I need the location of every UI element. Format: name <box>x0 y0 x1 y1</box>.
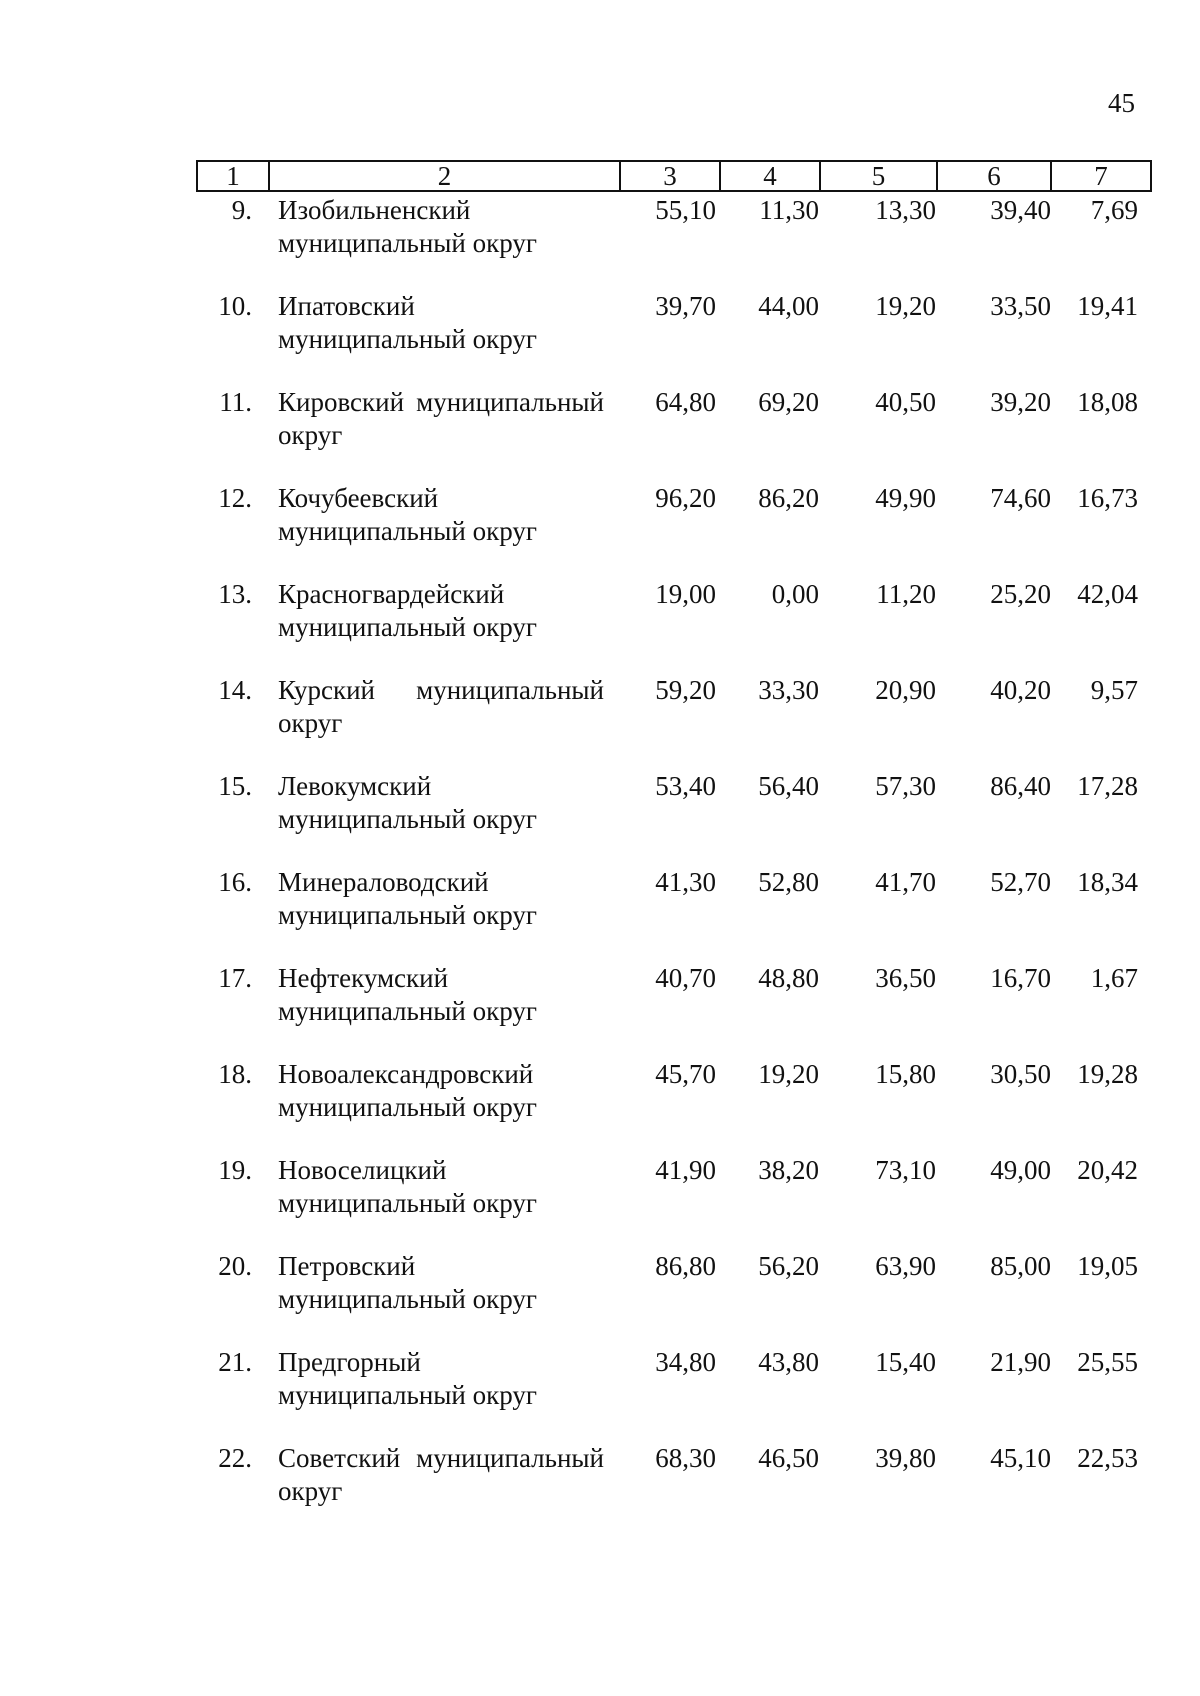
value-col-6: 30,50 <box>990 1059 1051 1089</box>
table-row <box>196 384 1150 480</box>
value-col-5: 49,90 <box>875 483 936 513</box>
table-row <box>196 192 1150 288</box>
row-number: 13. <box>218 579 252 609</box>
district-name: Предгорный муниципальный округ <box>278 1347 537 1410</box>
value-col-4: 56,20 <box>758 1251 819 1281</box>
table-row <box>196 672 1150 768</box>
value-col-4: 38,20 <box>758 1155 819 1185</box>
page-number: 45 <box>1108 88 1135 118</box>
table-body <box>196 192 1150 1536</box>
value-col-5: 39,80 <box>875 1443 936 1473</box>
value-col-7: 19,05 <box>1077 1251 1138 1281</box>
value-col-3: 64,80 <box>655 387 716 417</box>
value-col-5: 41,70 <box>875 867 936 897</box>
table-row <box>196 1440 1150 1536</box>
value-col-6: 25,20 <box>990 579 1051 609</box>
value-col-7: 22,53 <box>1077 1443 1138 1473</box>
value-col-4: 69,20 <box>758 387 819 417</box>
value-col-6: 45,10 <box>990 1443 1051 1473</box>
header-row <box>197 161 1151 191</box>
row-number: 21. <box>218 1347 252 1377</box>
value-col-7: 20,42 <box>1077 1155 1138 1185</box>
row-number: 10. <box>218 291 252 321</box>
value-col-3: 19,00 <box>655 579 716 609</box>
value-col-7: 7,69 <box>1090 195 1138 225</box>
row-number: 22. <box>218 1443 252 1473</box>
district-name: Советский муниципальный округ <box>278 1443 604 1506</box>
table-row <box>196 1152 1150 1248</box>
value-col-3: 34,80 <box>655 1347 716 1377</box>
value-col-6: 49,00 <box>990 1155 1051 1185</box>
row-number: 19. <box>218 1155 252 1185</box>
district-name: Курский муниципальный округ <box>278 675 604 738</box>
value-col-6: 21,90 <box>990 1347 1051 1377</box>
value-col-7: 19,41 <box>1077 291 1138 321</box>
value-col-3: 86,80 <box>655 1251 716 1281</box>
value-col-4: 11,30 <box>759 195 819 225</box>
table-row <box>196 288 1150 384</box>
row-number: 16. <box>218 867 252 897</box>
value-col-6: 39,20 <box>990 387 1051 417</box>
value-col-5: 11,20 <box>876 579 936 609</box>
row-number: 12. <box>218 483 252 513</box>
row-number: 9. <box>231 195 252 225</box>
row-number: 18. <box>218 1059 252 1089</box>
value-col-4: 48,80 <box>758 963 819 993</box>
value-col-5: 15,40 <box>875 1347 936 1377</box>
value-col-4: 52,80 <box>758 867 819 897</box>
table-row <box>196 864 1150 960</box>
district-name: Новоселицкий муниципальный округ <box>278 1155 537 1218</box>
value-col-3: 40,70 <box>655 963 716 993</box>
value-col-3: 39,70 <box>655 291 716 321</box>
value-col-4: 46,50 <box>758 1443 819 1473</box>
value-col-5: 63,90 <box>875 1251 936 1281</box>
table-row <box>196 1056 1150 1152</box>
value-col-5: 19,20 <box>875 291 936 321</box>
value-col-6: 86,40 <box>990 771 1051 801</box>
value-col-6: 39,40 <box>990 195 1051 225</box>
value-col-5: 73,10 <box>875 1155 936 1185</box>
row-number: 14. <box>218 675 252 705</box>
value-col-6: 16,70 <box>990 963 1051 993</box>
value-col-7: 18,08 <box>1077 387 1138 417</box>
district-name: Красногвардейский муниципальный округ <box>278 579 537 642</box>
value-col-7: 19,28 <box>1077 1059 1138 1089</box>
value-col-3: 41,30 <box>655 867 716 897</box>
value-col-3: 59,20 <box>655 675 716 705</box>
value-col-5: 40,50 <box>875 387 936 417</box>
value-col-7: 25,55 <box>1077 1347 1138 1377</box>
value-col-6: 33,50 <box>990 291 1051 321</box>
column-number-header <box>196 160 1152 192</box>
header-col-4: 4 <box>720 161 820 191</box>
value-col-4: 0,00 <box>771 579 819 609</box>
value-col-3: 41,90 <box>655 1155 716 1185</box>
value-col-6: 52,70 <box>990 867 1051 897</box>
value-col-4: 56,40 <box>758 771 819 801</box>
district-name: Нефтекумский муниципальный округ <box>278 963 537 1026</box>
header-col-5: 5 <box>820 161 937 191</box>
header-col-7: 7 <box>1051 161 1151 191</box>
header-col-3: 3 <box>620 161 720 191</box>
value-col-6: 74,60 <box>990 483 1051 513</box>
table-row <box>196 1344 1150 1440</box>
table-row <box>196 480 1150 576</box>
table-row <box>196 576 1150 672</box>
table-row <box>196 960 1150 1056</box>
value-col-4: 44,00 <box>758 291 819 321</box>
value-col-3: 96,20 <box>655 483 716 513</box>
row-number: 20. <box>218 1251 252 1281</box>
value-col-6: 40,20 <box>990 675 1051 705</box>
value-col-7: 18,34 <box>1077 867 1138 897</box>
value-col-5: 13,30 <box>875 195 936 225</box>
value-col-5: 20,90 <box>875 675 936 705</box>
value-col-3: 53,40 <box>655 771 716 801</box>
district-name: Петровский муниципальный округ <box>278 1251 537 1314</box>
value-col-3: 55,10 <box>655 195 716 225</box>
district-name: Кировский муниципальный округ <box>278 387 604 450</box>
district-name: Новоалександровский муниципальный округ <box>278 1059 537 1122</box>
value-col-6: 85,00 <box>990 1251 1051 1281</box>
value-col-7: 16,73 <box>1077 483 1138 513</box>
row-number: 11. <box>219 387 252 417</box>
value-col-4: 33,30 <box>758 675 819 705</box>
value-col-7: 42,04 <box>1077 579 1138 609</box>
district-name: Минераловодский муниципальный округ <box>278 867 537 930</box>
value-col-3: 45,70 <box>655 1059 716 1089</box>
header-col-6: 6 <box>937 161 1051 191</box>
value-col-5: 36,50 <box>875 963 936 993</box>
value-col-5: 57,30 <box>875 771 936 801</box>
value-col-7: 9,57 <box>1090 675 1138 705</box>
row-number: 17. <box>218 963 252 993</box>
district-name: Левокумский муниципальный округ <box>278 771 537 834</box>
value-col-4: 86,20 <box>758 483 819 513</box>
value-col-4: 19,20 <box>758 1059 819 1089</box>
value-col-5: 15,80 <box>875 1059 936 1089</box>
table-row <box>196 1248 1150 1344</box>
value-col-7: 1,67 <box>1090 963 1138 993</box>
value-col-3: 68,30 <box>655 1443 716 1473</box>
header-col-2: 2 <box>269 161 620 191</box>
district-name: Ипатовский муниципальный округ <box>278 291 537 354</box>
header-col-1: 1 <box>197 161 269 191</box>
row-number: 15. <box>218 771 252 801</box>
value-col-4: 43,80 <box>758 1347 819 1377</box>
table-row <box>196 768 1150 864</box>
district-name: Изобильненский муниципальный округ <box>278 195 537 258</box>
value-col-7: 17,28 <box>1077 771 1138 801</box>
district-name: Кочубеевский муниципальный округ <box>278 483 537 546</box>
